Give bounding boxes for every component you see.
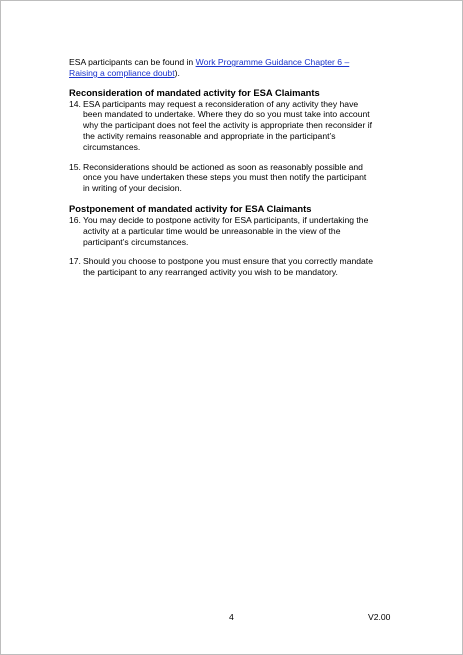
paragraph-text: Reconsiderations should be actioned as soon as reasonably possible and once you have undertaken these steps you must then notify the participant in writing of your decision. [83, 161, 367, 194]
paragraph-number: 17. [69, 256, 81, 267]
paragraph-17 [69, 256, 375, 278]
paragraph-number: 16. [69, 214, 81, 225]
intro-text-end: ). [174, 67, 180, 78]
section-heading-postponement: Postponement of mandated activity for ESA Claimants [69, 202, 312, 214]
page-content [69, 57, 375, 287]
paragraph-number: 15. [69, 161, 81, 172]
paragraph-number: 14. [69, 98, 81, 109]
section-heading-reconsideration: Reconsideration of mandated activity for ESA Claimants [69, 86, 320, 98]
paragraph-text: Should you choose to postpone you must ensure that you correctly mandate the participant to any rearranged activity you wish to be mandatory. [83, 256, 373, 278]
guidance-link[interactable]: Work Programme Guidance Chapter 6 – Raising a compliance doubt [69, 57, 350, 78]
paragraph-14 [69, 99, 375, 153]
paragraph-text: You may decide to postpone activity for ESA participants, if undertaking the activity at a particular time would be unreasonable in the view of the participant’s circumstances. [83, 214, 369, 247]
document-version: V2.00 [368, 612, 391, 622]
intro-paragraph [69, 57, 375, 79]
paragraph-text: ESA participants may request a reconsideration of any activity they have been mandated to undertake. Where they do so you must take into account why the participant does not feel the activity is appropriate then reconsider if the activity remains reasonable and appropriate in the participant’s circumstances. [83, 98, 373, 152]
paragraph-16 [69, 215, 375, 247]
intro-text: ESA participants can be found in [69, 57, 196, 67]
paragraph-15 [69, 162, 375, 194]
page-number: 4 [229, 612, 234, 622]
